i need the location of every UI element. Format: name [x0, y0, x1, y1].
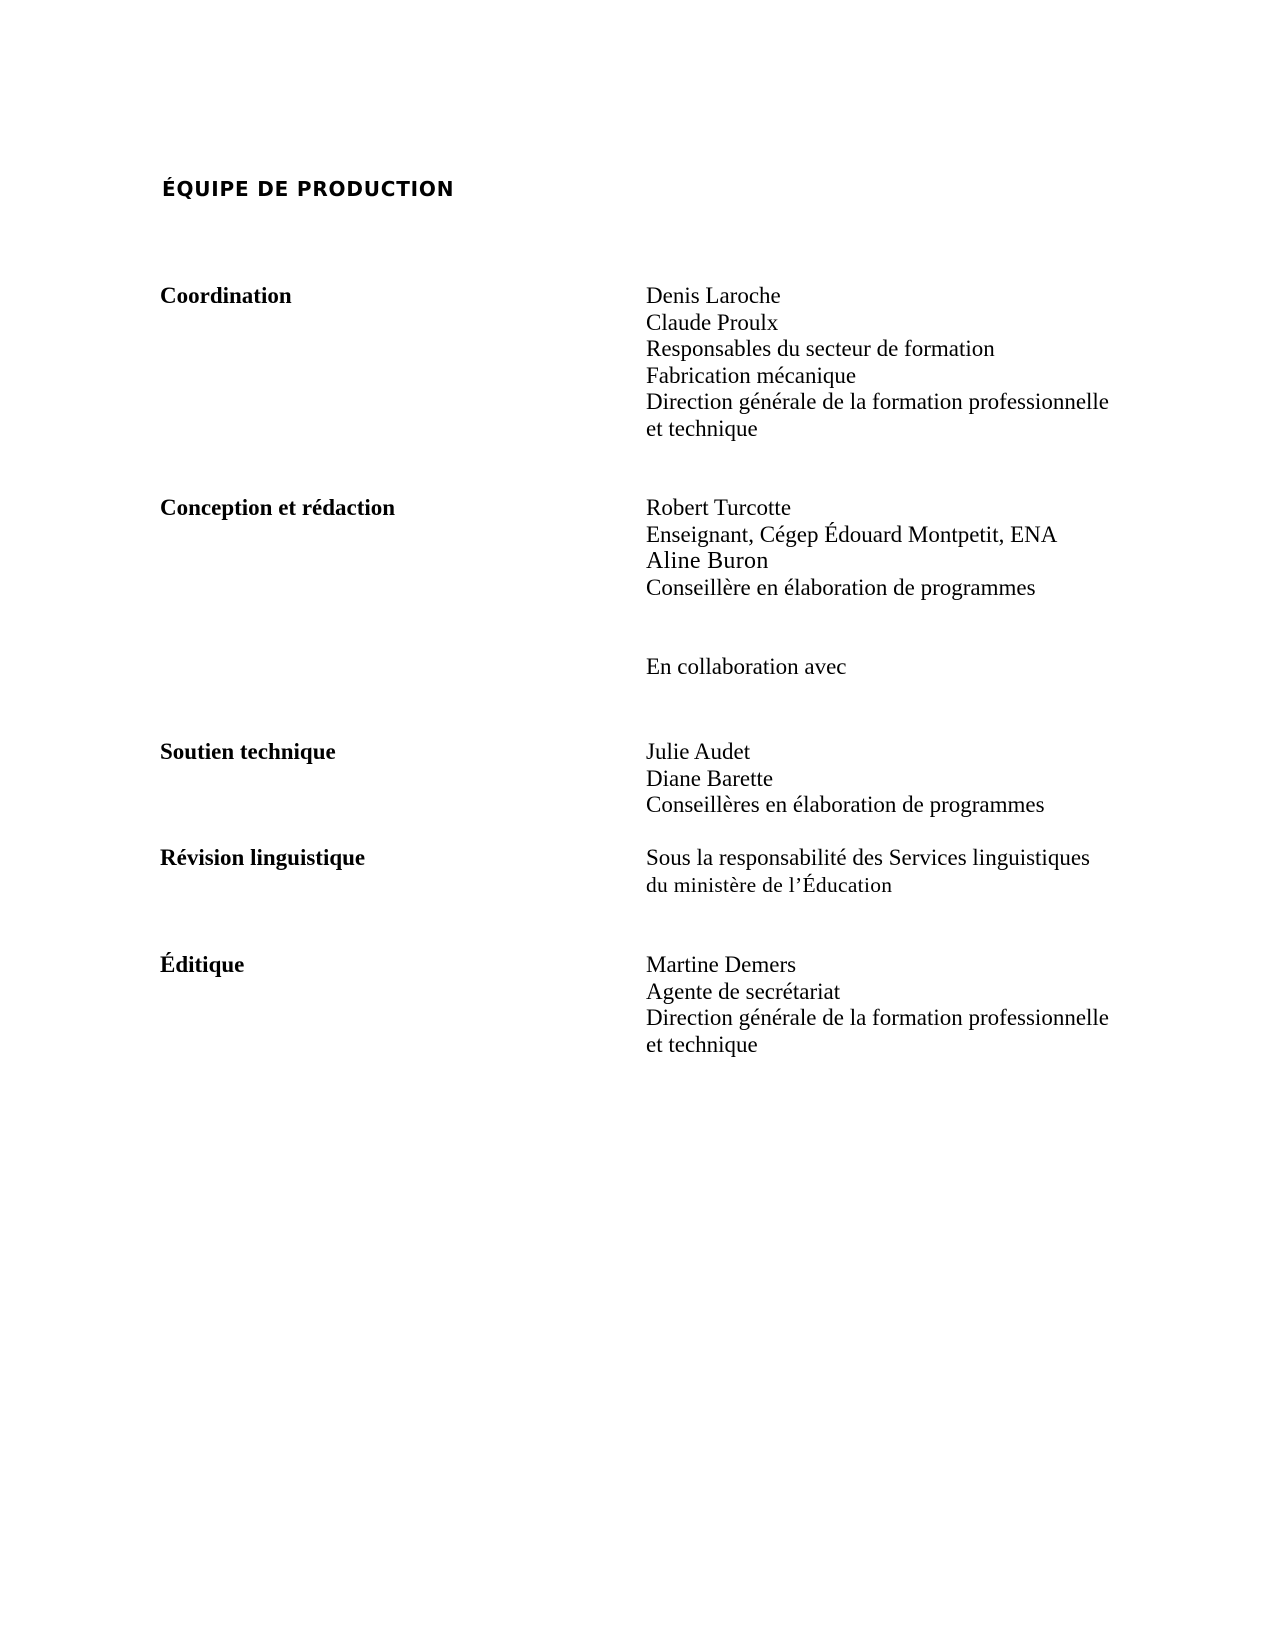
credit-line: Aline Buron	[646, 548, 769, 574]
credit-line: Sous la responsabilité des Services linguistiques	[646, 845, 1090, 870]
section-label: Coordination	[160, 283, 292, 308]
credit-line: Conseillère en élaboration de programmes	[646, 574, 1036, 600]
credit-line: Julie Audet	[646, 739, 751, 764]
credit-line: Enseignant, Cégep Édouard Montpetit, ENA	[646, 521, 1058, 547]
credit-line: Direction générale de la formation professionnelle	[646, 1005, 1110, 1030]
credit-line: et technique	[646, 1031, 758, 1057]
section-label: Éditique	[160, 952, 245, 977]
credit-line: Denis Laroche	[646, 283, 781, 308]
section-label: Conception et rédaction	[160, 495, 396, 520]
section-lines	[646, 952, 1126, 1058]
credit-line: Agente de secrétariat	[646, 978, 841, 1004]
credit-line: Fabrication mécanique	[646, 362, 857, 388]
credit-line: Responsables du secteur de formation	[646, 336, 995, 361]
credit-line: Direction générale de la formation professionnelle	[646, 389, 1110, 414]
section-lines	[646, 283, 1126, 442]
credit-line: et technique	[646, 415, 758, 441]
page-title: ÉQUIPE DE PRODUCTION	[162, 177, 455, 201]
section-lines	[646, 495, 1126, 601]
credit-line: Claude Proulx	[646, 309, 779, 335]
collaboration-note: En collaboration avec	[646, 654, 847, 679]
section-lines	[646, 739, 1126, 819]
section-label: Révision linguistique	[160, 845, 366, 870]
credit-line: du ministère de l’Éducation	[646, 872, 893, 897]
credit-line: Robert Turcotte	[646, 495, 792, 520]
credit-line: Diane Barette	[646, 765, 774, 791]
section-lines	[646, 845, 1126, 898]
credit-line: Conseillères en élaboration de programmes	[646, 792, 1045, 817]
credit-line: Martine Demers	[646, 952, 797, 977]
section-label: Soutien technique	[160, 739, 336, 764]
